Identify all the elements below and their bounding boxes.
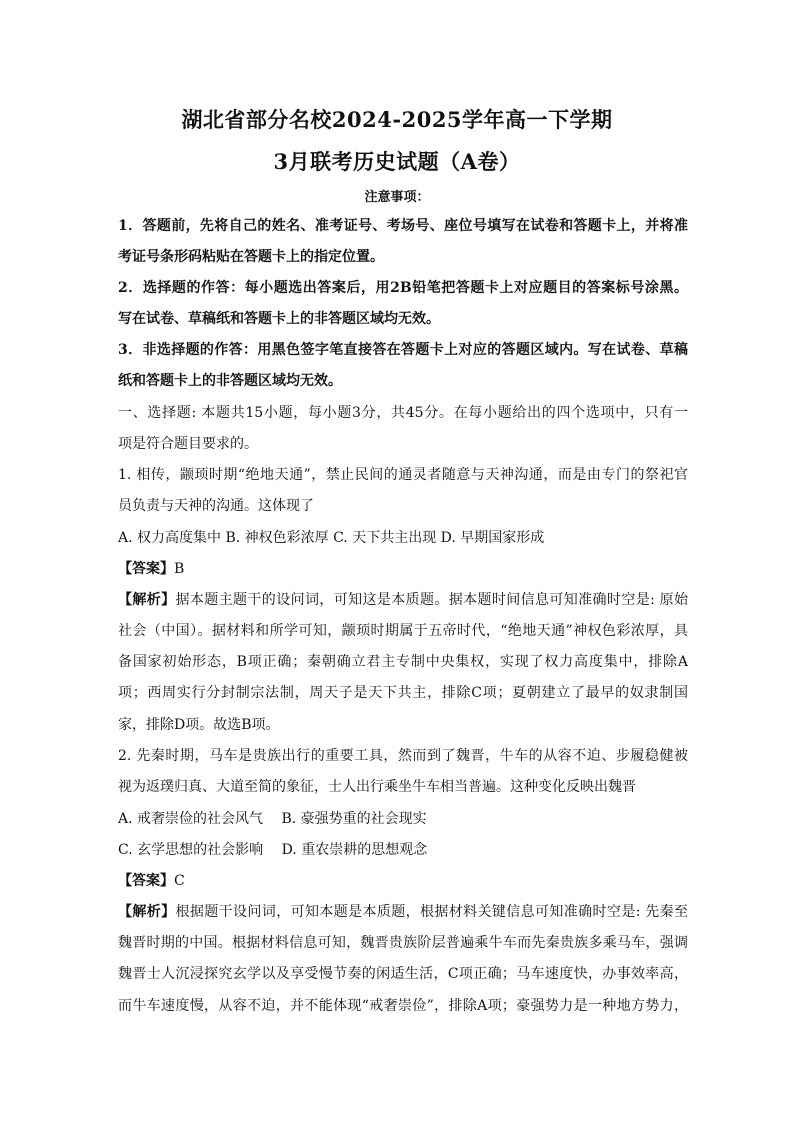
page-subtitle: 3月联考历史试题（A卷） <box>273 149 521 174</box>
notice-1-line-2: 考证号条形码粘贴在答题卡上的指定位置。 <box>118 249 384 265</box>
q2-analysis-text-1: 根据题干设问词，可知本题是本质题，根据材料关键信息可知准确时空是: 先秦至 <box>175 904 688 920</box>
notice-2-line-1: 2．选择题的作答：每小题选出答案后，用2B铅笔把答题卡上对应题目的答案标号涂黑。 <box>118 280 688 296</box>
notice-3-line-2: 纸和答题卡上的非答题区域均无效。 <box>118 373 342 389</box>
q1-analysis-line-4: 项；西周实行分封制宗法制，周天子是天下共主，排除C项；夏朝建立了最早的奴隶制国 <box>118 685 688 701</box>
section-instructions-line-2: 项是符合题目要求的。 <box>118 436 258 452</box>
q2-answer-value: C <box>174 873 185 889</box>
q2-stem-line-1: 2. 先秦时期，马车是贵族出行的重要工具，然而到了魏晋，牛车的从容不迫、步履稳健被 <box>118 748 688 764</box>
notice-2-line-2: 写在试卷、草稿纸和答题卡上的非答题区域均无效。 <box>118 311 440 327</box>
q1-analysis-text-1: 据本题主题干的设问词，可知这是本质题。据本题时间信息可知准确时空是: 原始 <box>175 592 688 608</box>
answer-tag: 【答案】 <box>118 873 174 889</box>
q1-answer <box>118 560 688 578</box>
page-title: 湖北省部分名校2024-2025学年高一下学期 <box>181 107 613 132</box>
analysis-tag: 【解析】 <box>118 904 176 920</box>
q1-analysis-line-2: 社会（中国）。据材料和所学可知，颛顼时期属于五帝时代，“绝地天通”神权色彩浓厚，具 <box>118 623 688 639</box>
q2-options-line-2: C. 玄学思想的社会影响 D. 重农崇耕的思想观念 <box>118 842 428 858</box>
q2-analysis-line-1 <box>118 903 688 921</box>
q2-analysis-line-3: 魏晋士人沉浸探究玄学以及享受慢节奏的闲适生活，C项正确；马车速度快，办事效率高， <box>118 966 688 982</box>
q2-stem-line-2: 视为返璞归真、大道至简的象征，士人出行乘坐牛车相当普遍。这种变化反映出魏晋 <box>118 779 636 795</box>
notice-3-line-1: 3．非选择题的作答：用黑色签字笔直接答在答题卡上对应的答题区域内。写在试卷、草稿 <box>118 342 688 358</box>
q1-analysis-line-3: 备国家初始形态，B项正确；秦朝确立君主专制中央集权，实现了权力高度集中，排除A <box>118 654 688 670</box>
answer-tag: 【答案】 <box>118 561 174 577</box>
analysis-tag: 【解析】 <box>118 592 176 608</box>
q2-answer <box>118 872 688 890</box>
q1-answer-value: B <box>174 561 185 577</box>
section-instructions-line-1: 一、选择题: 本题共15小题，每小题3分，共45分。在每小题给出的四个选项中，只有一 <box>118 405 688 421</box>
notice-1-line-1: 1．答题前，先将自己的姓名、准考证号、考场号、座位号填写在试卷和答题卡上，并将准 <box>118 218 688 234</box>
q1-stem-line-1: 1. 相传，颛顼时期“绝地天通”，禁止民间的通灵者随意与天神沟通，而是由专门的祭祀官 <box>118 467 688 483</box>
notice-heading: 注意事项： <box>364 190 430 205</box>
q2-analysis-line-2: 魏晋时期的中国。根据材料信息可知，魏晋贵族阶层普遍乘牛车而先秦贵族多乘马车，强调 <box>118 935 688 951</box>
q1-stem-line-2: 员负责与天神的沟通。这体现了 <box>118 498 314 514</box>
q1-analysis-line-1 <box>118 591 688 609</box>
q1-options: A. 权力高度集中 B. 神权色彩浓厚 C. 天下共主出现 D. 早期国家形成 <box>118 530 545 546</box>
q2-options-line-1: A. 戒奢崇俭的社会风气 B. 豪强势重的社会现实 <box>118 811 427 827</box>
q2-analysis-line-4: 而牛车速度慢，从容不迫，并不能体现“戒奢崇俭”，排除A项；豪强势力是一种地方势力， <box>118 998 688 1014</box>
q1-analysis-line-5: 家，排除D项。故选B项。 <box>118 717 280 733</box>
